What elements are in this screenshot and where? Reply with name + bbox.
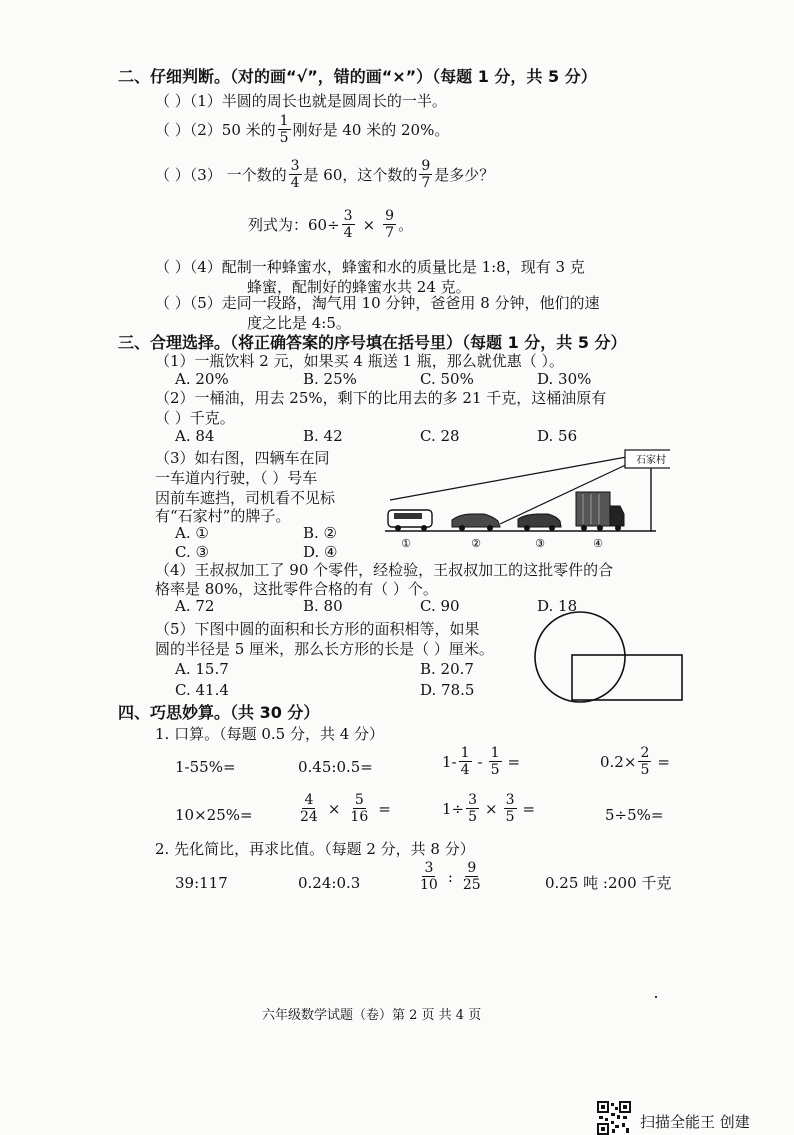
choice-q3-line2: 一车道内行驶，（ ）号车 [155,469,318,487]
fraction: $\frac{3}{10}$ [420,860,438,894]
car-number-3: ③ [535,537,545,550]
judge-q3: （ ）（3） 一个数的 $\frac{3}{4}$ 是 60，这个数的 $\frac{9}{7}$ 是多少？ [155,158,495,192]
choice-q5-opt-c: C. 41.4 [175,681,229,699]
calc-r1-c: 1- $\frac{1}{4}$ - $\frac{1}{5}$ = [442,745,521,779]
road-vehicles-diagram [380,444,670,556]
choice-q2-opt-d: D. 56 [537,427,578,445]
fraction: $\frac{3}{4}$ [343,208,353,242]
page-footer: 六年级数学试题（卷）第 2 页 共 4 页 [262,1008,482,1023]
section-4-heading: 四、巧思妙算。（共 30 分） [118,703,320,722]
calc-r2-d: 5÷5%= [605,806,664,824]
choice-q4-line1: （4）王叔叔加工了 90 个零件，经检验，王叔叔加工的这批零件的合 [155,561,614,579]
choice-q2-line2: （ ）千克。 [155,409,235,427]
choice-q3-opt-c: C. ③ [175,543,209,561]
choice-q4-opt-b: B. 80 [303,597,343,615]
sedan-car-icon [452,514,500,531]
section-3-heading: 三、合理选择。（将正确答案的序号填在括号里）（每题 1 分，共 5 分） [118,333,627,352]
ratio-b: 0.24:0.3 [298,874,361,892]
choice-q3-opt-b: B. ② [303,524,338,542]
dot-mark [655,996,657,998]
judge-q4-line1: （ ）（4）配制一种蜂蜜水，蜂蜜和水的质量比是 1:8，现有 3 克 [155,258,585,276]
choice-q2-opt-b: B. 42 [303,427,343,445]
fraction: $\frac{1}{5}$ [279,113,289,147]
fraction: $\frac{9}{7}$ [385,208,395,242]
choice-q2-opt-c: C. 28 [420,427,460,445]
ratio-c: $\frac{3}{10}$ : $\frac{9}{25}$ [420,860,481,894]
fraction: $\frac{3}{5}$ [505,792,515,826]
choice-q5-opt-b: B. 20.7 [420,660,474,678]
calc-r2-c: 1÷ $\frac{3}{5}$ × $\frac{3}{5}$ = [442,792,536,826]
choice-q5-line2: 圆的半径是 5 厘米，那么长方形的长是（ ）厘米。 [155,640,494,658]
car-number-2: ② [471,537,481,550]
fraction: $\frac{3}{4}$ [290,158,300,192]
ratio-d: 0.25 吨 :200 千克 [545,874,672,892]
fraction: $\frac{2}{5}$ [640,745,650,779]
calc-r1-b: 0.45:0.5= [298,758,373,776]
choice-q2-opt-a: A. 84 [175,427,215,445]
choice-q4-opt-a: A. 72 [175,597,215,615]
judge-q1: （ ）（1）半圆的周长也就是圆周长的一半。 [155,92,447,110]
choice-q1-opt-b: B. 25% [303,370,357,388]
choice-q5-opt-d: D. 78.5 [420,681,475,699]
fraction: $\frac{1}{5}$ [490,745,500,779]
circle-shape [535,612,625,702]
scanner-watermark-text: 扫描全能王 创建 [640,1113,750,1131]
qr-code-icon [597,1101,631,1135]
bus-icon [388,510,432,531]
choice-q1: （1）一瓶饮料 2 元，如果买 4 瓶送 1 瓶，那么就优惠（ ）。 [155,352,565,370]
calc-r2-b: $\frac{4}{24}$ × $\frac{5}{16}$ = [300,792,391,826]
choice-q1-opt-a: A. 20% [175,370,229,388]
choice-q5-opt-a: A. 15.7 [175,660,229,678]
car-number-1: ① [401,537,411,550]
fraction: $\frac{3}{5}$ [468,792,478,826]
suv-car-icon [518,514,561,531]
choice-q3-opt-d: D. ④ [303,543,338,561]
choice-q4-opt-c: C. 90 [420,597,460,615]
circle-rectangle-diagram [532,610,692,706]
rectangle-shape [572,655,682,700]
calc-r1-d: 0.2× $\frac{2}{5}$ = [600,745,670,779]
fraction: $\frac{9}{7}$ [421,158,431,192]
fraction: $\frac{4}{24}$ [300,792,318,826]
village-sign-text: 石家村 [636,455,666,466]
ratio-title: 2. 先化简比，再求比值。（每题 2 分，共 8 分） [155,840,475,858]
calc-r1-a: 1-55%= [175,758,236,776]
fraction: $\frac{9}{25}$ [462,860,481,894]
judge-q4-line2: 蜂蜜，配制好的蜂蜜水共 24 克。 [247,278,471,296]
choice-q3-opt-a: A. ① [175,524,209,542]
section-2-heading: 二、仔细判断。（对的画“√”，错的画“×”）（每题 1 分，共 5 分） [118,67,597,86]
judge-q3-formula: 列式为：60÷ $\frac{3}{4}$ × $\frac{9}{7}$ 。 [248,208,414,242]
car-number-4: ④ [593,537,603,550]
choice-q3-line3: 因前车遮挡，司机看不见标 [155,489,336,507]
judge-q2: （ ）（2）50 米的 $\frac{1}{5}$ 刚好是 40 米的 20%。 [155,113,450,147]
calc-r2-a: 10×25%= [175,806,253,824]
judge-q5-line1: （ ）（5）走同一段路，淘气用 10 分钟，爸爸用 8 分钟，他们的速 [155,294,600,312]
choice-q5-line1: （5）下图中圆的面积和长方形的面积相等，如果 [155,620,480,638]
choice-q4-opt-d: D. 18 [537,597,578,615]
fraction: $\frac{5}{16}$ [350,792,369,826]
fraction: $\frac{1}{4}$ [460,745,470,779]
choice-q3-line1: （3）如右图，四辆车在同 [155,449,330,467]
choice-q4-line2: 格率是 80%，这批零件合格的有（ ）个。 [155,580,438,598]
ratio-a: 39:117 [175,874,228,892]
mental-math-title: 1. 口算。（每题 0.5 分，共 4 分） [155,725,385,743]
choice-q1-opt-c: C. 50% [420,370,474,388]
choice-q3-line4: 有“石家村”的牌子。 [155,507,291,525]
choice-q2-line1: （2）一桶油，用去 25%，剩下的比用去的多 21 千克，这桶油原有 [155,389,607,407]
judge-q5-line2: 度之比是 4:5。 [247,314,351,332]
choice-q1-opt-d: D. 30% [537,370,592,388]
truck-icon [576,492,624,531]
